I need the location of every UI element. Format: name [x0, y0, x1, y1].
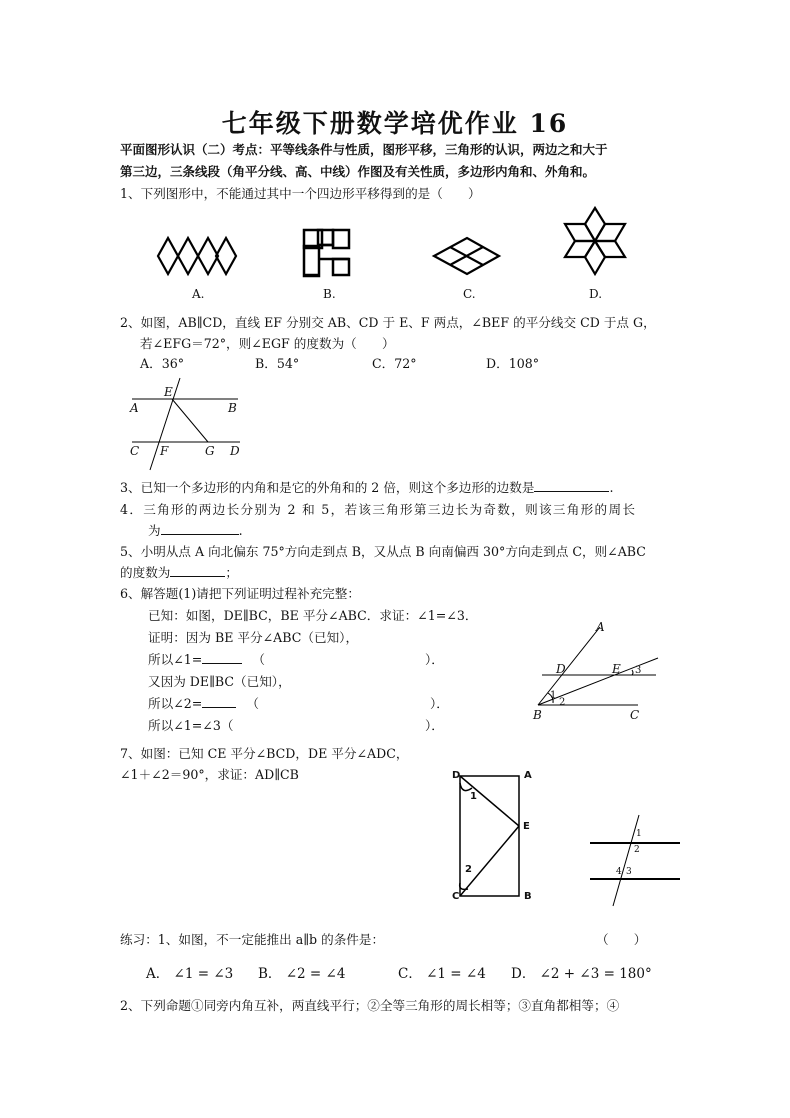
answer-blank-q5[interactable] — [170, 564, 225, 577]
q3-end: . — [609, 480, 614, 495]
q1-option-a: A. — [192, 287, 205, 301]
q6-proof2-end: ）． — [425, 652, 444, 667]
practice-label-3: 3 — [626, 867, 632, 877]
practice-option-b: B． ∠2 = ∠4 — [258, 966, 346, 982]
q1-option-c: C. — [463, 287, 476, 301]
q6-proof4-paren: （ — [246, 696, 259, 711]
practice-question-1: 练习：1、如图，不一定能推出 a∥b 的条件是： — [120, 932, 385, 947]
q1-option-b: B. — [323, 287, 336, 301]
practice-label-1: 1 — [636, 829, 642, 839]
q6-proof2-paren: （ — [252, 652, 265, 667]
q6-proof-line-2 — [148, 649, 265, 668]
q6-label-c: C — [630, 708, 640, 722]
q6-proof4-prefix: 所以∠2= — [148, 696, 203, 711]
question-3-text: 3、已知一个多边形的内角和是它的外角和的 2 倍，则这个多边形的边数是 — [120, 480, 535, 495]
q6-proof4-end: ）． — [430, 696, 449, 711]
q1-option-d: D. — [589, 287, 603, 301]
q7-label-c: C — [452, 891, 460, 902]
q2-option-d: D．108° — [486, 356, 540, 371]
q2-label-c: C — [130, 444, 140, 458]
q6-given: 已知：如图，DE∥BC，BE 平分∠ABC．求证：∠1=∠3． — [148, 608, 478, 623]
practice-parallel-lines-figure — [580, 810, 690, 910]
q1-figure-d — [563, 207, 627, 275]
practice-label-4: 4 — [616, 867, 622, 877]
q2-label-g: G — [205, 444, 215, 458]
q1-figure-a — [158, 238, 238, 274]
practice-label-2: 2 — [634, 845, 640, 855]
q2-label-e: E — [164, 385, 173, 399]
q2-label-f: F — [160, 444, 169, 458]
q7-rectangle-figure — [440, 765, 540, 905]
q6-proof-line-5: 所以∠1=∠3（ — [148, 718, 234, 733]
q5-end: ； — [225, 565, 238, 580]
practice-option-a: A． ∠1 = ∠3 — [146, 966, 234, 982]
q6-label-b: B — [533, 708, 542, 722]
topic-line-2: 第三边，三条线段（角平分线、高、中线）作图及有关性质，多边形内角和、外角和。 — [120, 164, 596, 179]
q7-label-e: E — [523, 821, 530, 832]
q2-option-a: A．36° — [140, 356, 185, 371]
q4-end: . — [238, 523, 243, 538]
q7-label-a: A — [524, 770, 532, 781]
practice-option-c: C． ∠1 = ∠4 — [398, 966, 486, 982]
q2-label-d: D — [230, 444, 240, 458]
q6-label-d: D — [556, 662, 566, 676]
q7-label-d: D — [452, 770, 461, 781]
q7-label-1: 1 — [470, 791, 477, 802]
q2-option-c: C．72° — [372, 356, 417, 371]
q2-option-b: B．54° — [255, 356, 300, 371]
answer-blank-q6-angle2[interactable] — [202, 695, 236, 708]
q7-label-2: 2 — [465, 864, 472, 875]
q6-label-1: 1 — [550, 690, 557, 701]
q7-label-b: B — [524, 891, 532, 902]
q1-figure-b — [303, 229, 351, 277]
q6-label-e: E — [612, 662, 621, 676]
answer-blank-q6-angle1[interactable] — [202, 651, 242, 664]
q6-label-3: 3 — [635, 665, 642, 676]
q6-proof2-prefix: 所以∠1= — [148, 652, 203, 667]
answer-blank-q3[interactable] — [534, 479, 609, 492]
page-title: 七年级下册数学培优作业 16 — [221, 109, 569, 138]
question-6-heading: 6、解答题(1)请把下列证明过程补充完整： — [120, 586, 360, 601]
topic-line-1: 平面图形认识（二）考点：平等线条件与性质，图形平移，三角形的认识，两边之和大于 — [120, 142, 608, 157]
question-5-line-1: 5、小明从点 A 向北偏东 75°方向走到点 B，又从点 B 向南偏西 30°方向走到点 C，则∠ABC — [120, 544, 646, 559]
q6-proof5-end: ）． — [425, 718, 444, 733]
q6-geometry-figure — [520, 615, 670, 725]
question-3 — [120, 477, 613, 496]
q2-label-a: A — [130, 401, 139, 415]
question-7-line-1: 7、如图：已知 CE 平分∠BCD，DE 平分∠ADC， — [120, 746, 409, 761]
q6-proof-line-1: 证明：因为 BE 平分∠ABC（已知）， — [148, 630, 359, 645]
question-4-line-1: 4．三角形的两边长分别为 2 和 5，若该三角形第三边长为奇数，则该三角形的周长 — [120, 502, 637, 517]
q1-figure-c — [433, 237, 501, 275]
question-4-line-2 — [148, 520, 243, 539]
practice-q1-answer-paren: （ ） — [596, 932, 647, 947]
practice-question-2: 2、下列命题①同旁内角互补，两直线平行；②全等三角形的周长相等；③直角都相等；④ — [120, 998, 620, 1013]
answer-blank-q4[interactable] — [161, 522, 239, 535]
question-1-text: 1、下列图形中，不能通过其中一个四边形平移得到的是（ ） — [120, 186, 481, 201]
q6-label-2: 2 — [559, 697, 566, 708]
q6-proof-line-3: 又因为 DE∥BC（已知）， — [148, 674, 291, 689]
question-5-line-2 — [120, 562, 238, 581]
q5-prefix: 的度数为 — [120, 565, 171, 580]
q2-label-b: B — [228, 401, 237, 415]
q6-proof-line-4 — [148, 693, 259, 712]
q2-geometry-figure — [120, 370, 260, 475]
question-7-line-2: ∠1＋∠2＝90°，求证：AD∥CB — [120, 767, 299, 782]
question-2-line-1: 2、如图，AB∥CD，直线 EF 分别交 AB、CD 于 E、F 两点，∠BEF 的平分线交 CD 于点 G， — [120, 315, 656, 330]
question-2-line-2: 若∠EFG＝72°，则∠EGF 的度数为（ ） — [140, 336, 395, 351]
q4-prefix: 为 — [148, 523, 161, 538]
q6-label-a: A — [596, 620, 605, 634]
practice-option-d: D． ∠2 + ∠3 = 180° — [511, 966, 652, 982]
